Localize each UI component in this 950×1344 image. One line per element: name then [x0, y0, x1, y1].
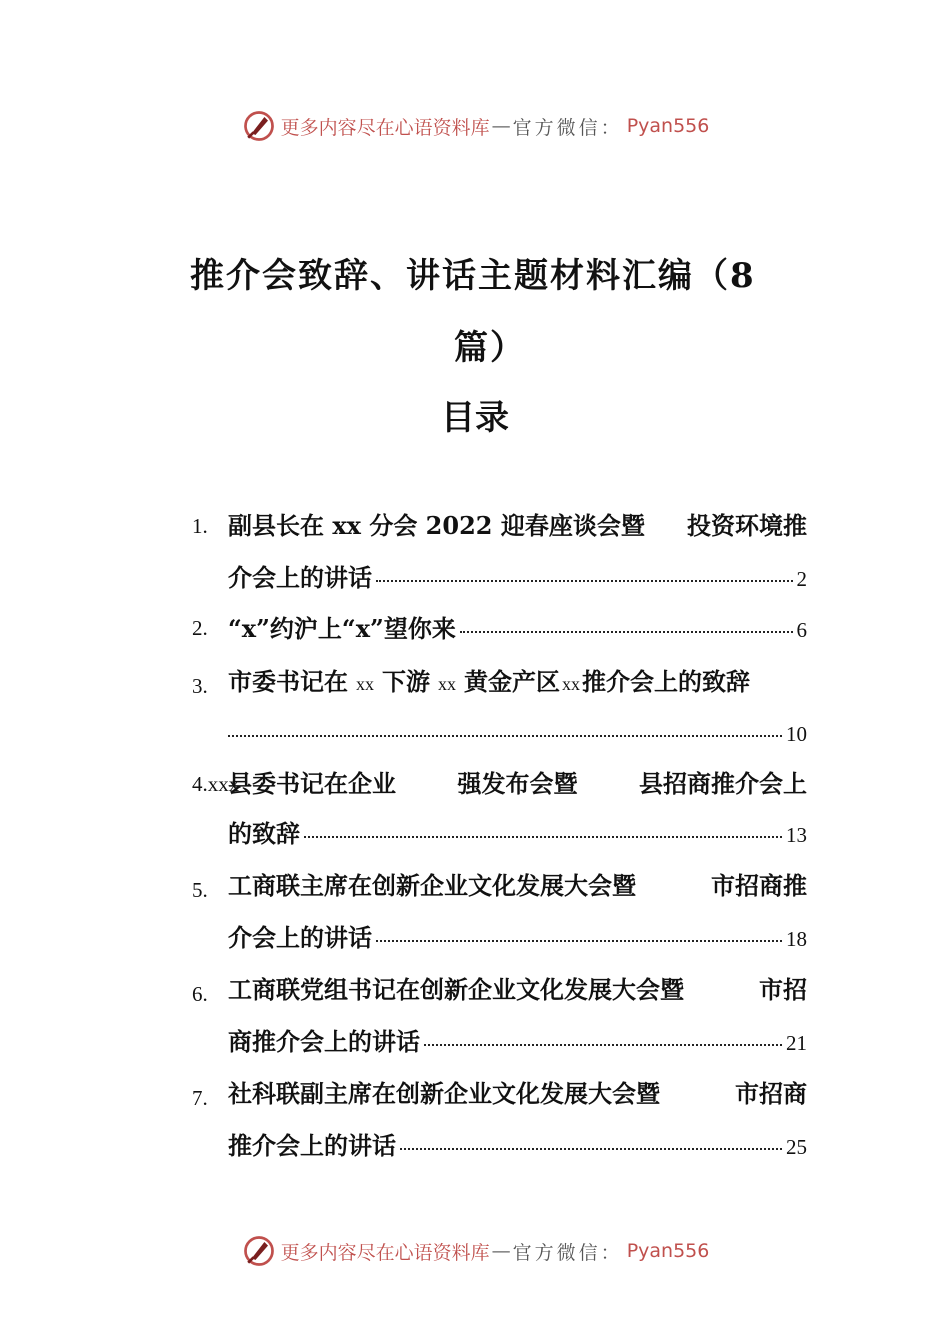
watermark-wechat-id: Pyan556 [626, 1240, 710, 1262]
toc-number: 5. [192, 878, 208, 902]
toc-item-7[interactable] [192, 1066, 807, 1170]
toc-item-5[interactable] [192, 858, 807, 962]
toc-item-4[interactable] [192, 758, 807, 858]
toc-title-part: 社科联副主席在创新企业文化发展大会暨 [228, 1079, 660, 1108]
toc-title-part: 市招商推 [711, 871, 807, 900]
toc-number: 3. [192, 674, 208, 698]
toc-page-number: 10 [786, 722, 807, 746]
dot-leader [400, 1148, 782, 1150]
table-of-contents [192, 500, 807, 1170]
header-watermark [0, 108, 950, 144]
toc-page-number: 2 [796, 567, 807, 591]
toc-title-part: 强发布会暨 [457, 769, 578, 798]
toc-title-part: 县委书记在企业 [228, 769, 396, 798]
toc-title-part: 推介会上的讲话 [228, 1131, 396, 1160]
watermark-label: 官方微信： [512, 116, 623, 139]
toc-title-part: 副县长在 xx 分会 2022 迎春座谈会暨 [228, 511, 645, 540]
toc-number: 7. [192, 1086, 208, 1110]
toc-title-part: 市委书记在 [228, 667, 348, 696]
title-line-1: 推介会致辞、讲话主题材料汇编（8 [190, 256, 756, 296]
toc-title-part: “x”约沪上“x”望你来 [228, 614, 456, 643]
toc-title-part: 的致辞 [228, 819, 300, 848]
toc-page-number: 6 [796, 618, 807, 642]
toc-item-2[interactable] [192, 604, 807, 654]
toc-title-part: 工商联党组书记在创新企业文化发展大会暨 [228, 975, 684, 1004]
toc-page-number: 21 [786, 1031, 807, 1055]
toc-page-number: 13 [786, 823, 807, 847]
toc-number: 2. [192, 616, 208, 640]
toc-number: 1. [192, 514, 208, 538]
toc-page-number: 25 [786, 1135, 807, 1159]
toc-title-part: 投资环境推 [687, 511, 807, 540]
watermark-text: 更多内容尽在心语资料库 [280, 116, 490, 139]
dot-leader [460, 631, 793, 633]
toc-item-6[interactable] [192, 962, 807, 1066]
toc-placeholder: xx [562, 674, 580, 694]
footer-watermark [0, 1233, 950, 1269]
toc-title-part: 黄金产区 [464, 667, 560, 696]
watermark-separator: — [491, 115, 511, 137]
toc-title-part: 县招商推介会上 [639, 769, 807, 798]
toc-title-part: 市招商 [735, 1079, 807, 1108]
toc-title-part: 介会上的讲话 [228, 923, 372, 952]
toc-number: 4.xxx [192, 772, 240, 796]
toc-number: 6. [192, 982, 208, 1006]
title-line-2: 篇） [454, 328, 526, 368]
watermark-wechat-id: Pyan556 [626, 115, 710, 137]
toc-placeholder: xx [438, 674, 456, 694]
toc-heading: 目录 [441, 398, 509, 438]
pen-logo-icon [241, 1233, 277, 1269]
toc-title-part: 商推介会上的讲话 [228, 1027, 420, 1056]
dot-leader [376, 940, 782, 942]
toc-title-part: 下游 [382, 667, 430, 696]
toc-title-part: 介会上的讲话 [228, 563, 372, 592]
toc-item-1[interactable] [192, 500, 807, 604]
toc-title-part: 市招 [759, 975, 807, 1004]
toc-title-part: 工商联主席在创新企业文化发展大会暨 [228, 871, 636, 900]
toc-title-part: 推介会上的致辞 [582, 667, 750, 696]
dot-leader [376, 580, 793, 582]
toc-item-3[interactable] [192, 654, 807, 758]
watermark-text: 更多内容尽在心语资料库 [280, 1241, 490, 1264]
toc-page-number: 18 [786, 927, 807, 951]
watermark-label: 官方微信： [512, 1241, 623, 1264]
pen-logo-icon [241, 108, 277, 144]
document-title [190, 240, 790, 384]
dot-leader [304, 836, 782, 838]
watermark-separator: — [491, 1240, 511, 1262]
dot-leader [228, 735, 782, 737]
dot-leader [424, 1044, 782, 1046]
toc-placeholder: xx [356, 674, 374, 694]
